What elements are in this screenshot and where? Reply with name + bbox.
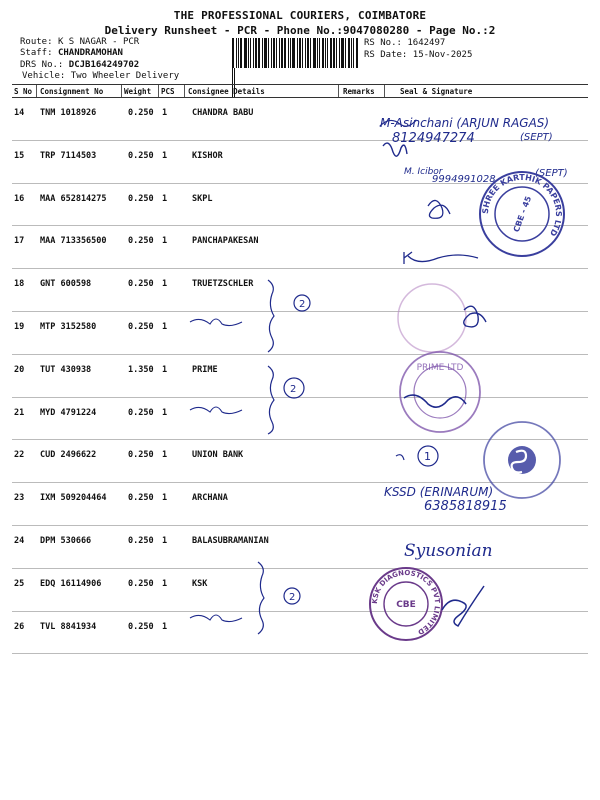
barcode-bar bbox=[288, 38, 289, 68]
row-consignment: EDQ 16114906 bbox=[40, 578, 102, 589]
row-sno: 14 bbox=[14, 108, 25, 118]
barcode-bar bbox=[345, 38, 346, 68]
row-pcs: 1 bbox=[162, 150, 168, 161]
barcode-bar bbox=[330, 38, 332, 68]
row-consignment: MAA 652814275 bbox=[40, 193, 107, 204]
row-sno: 22 bbox=[14, 450, 25, 461]
barcode-bar bbox=[279, 38, 280, 68]
row-weight: 0.250 bbox=[128, 578, 154, 589]
row-weight: 0.250 bbox=[128, 493, 154, 504]
staff-value: CHANDRAMOHAN bbox=[57, 48, 123, 58]
table-row bbox=[12, 398, 588, 441]
barcode-bar bbox=[297, 38, 298, 68]
row22-mark: 1 bbox=[424, 450, 431, 463]
table-row bbox=[12, 355, 588, 398]
row-consignment: TVL 8841934 bbox=[40, 621, 97, 632]
barcode-bar bbox=[284, 38, 286, 68]
table-row bbox=[12, 440, 588, 483]
vehicle-value: Two Wheeler Delivery bbox=[70, 71, 180, 81]
row-pcs: 1 bbox=[162, 108, 168, 118]
prime-stamp-text: PRIME LTD bbox=[416, 363, 464, 373]
row-sno: 18 bbox=[14, 279, 25, 290]
col-consignee: Consignee Details bbox=[188, 87, 265, 96]
delivery-table bbox=[12, 84, 588, 654]
staff-label: Staff: bbox=[20, 48, 53, 58]
row-consignment: MYD 4791224 bbox=[40, 407, 97, 418]
rs-date-value: 15-Nov-2025 bbox=[412, 50, 473, 60]
table-body bbox=[12, 98, 588, 654]
row-pcs: 1 bbox=[162, 450, 168, 461]
stamp-center-text: CBE - 45 bbox=[511, 195, 534, 234]
row-sno: 24 bbox=[14, 535, 25, 546]
row-pcs: 1 bbox=[162, 364, 168, 375]
row-sno: 25 bbox=[14, 578, 25, 589]
barcode-bar bbox=[268, 38, 269, 68]
barcode-bar bbox=[325, 38, 326, 68]
row-weight: 0.250 bbox=[128, 450, 154, 461]
row-weight: 0.250 bbox=[128, 407, 154, 418]
table-row bbox=[12, 612, 588, 655]
barcode-bar bbox=[351, 38, 352, 68]
col-consignment: Consignment No bbox=[40, 87, 104, 96]
col-sno: S No bbox=[14, 87, 33, 96]
barcode-bar bbox=[290, 38, 291, 68]
barcode-bar bbox=[348, 38, 350, 68]
group-mark: 2 bbox=[289, 592, 296, 603]
rs-no-label: RS No.: bbox=[364, 38, 402, 48]
header-divider bbox=[121, 85, 122, 97]
barcode-bar bbox=[281, 38, 283, 68]
row-pcs: 1 bbox=[162, 236, 168, 247]
row-consignment: IXM 509204464 bbox=[40, 493, 107, 504]
row15-handwritten-name: M. Icibor bbox=[404, 167, 443, 177]
drs-line bbox=[20, 60, 139, 70]
barcode-bar bbox=[313, 38, 316, 68]
staff-line bbox=[20, 48, 123, 58]
barcode-bar bbox=[333, 38, 335, 68]
barcode-bar bbox=[236, 38, 237, 68]
barcode-bar bbox=[255, 38, 257, 68]
barcode-bar bbox=[276, 38, 277, 68]
row-consignee: UNION BANK bbox=[192, 450, 244, 461]
barcode-bar bbox=[317, 38, 318, 68]
row14-handwritten-phone: 8124947274 bbox=[392, 131, 475, 146]
header-divider bbox=[384, 85, 385, 97]
barcode-bar bbox=[238, 38, 239, 68]
row-consignee: SKPL bbox=[192, 193, 213, 204]
barcode-bar bbox=[327, 38, 328, 68]
row-consignment: TUT 430938 bbox=[40, 364, 92, 375]
row-sno: 20 bbox=[14, 364, 25, 375]
barcode-bar bbox=[271, 38, 272, 68]
header-divider bbox=[158, 85, 159, 97]
table-row bbox=[12, 483, 588, 526]
barcode-bar bbox=[273, 38, 275, 68]
barcode-bar bbox=[299, 38, 301, 68]
barcode-bar bbox=[264, 38, 267, 68]
stamp-ring-text: KSK DIAGNOSTICS PVT LIMITED bbox=[370, 568, 442, 637]
row15-handwritten-phone: 9994991028 bbox=[432, 174, 496, 185]
col-remarks: Remarks bbox=[343, 87, 375, 96]
drs-label: DRS No.: bbox=[20, 60, 64, 70]
row-pcs: 1 bbox=[162, 321, 168, 332]
row-sno: 17 bbox=[14, 236, 25, 247]
row-consignment: DPM 530666 bbox=[40, 535, 92, 546]
group-mark: 2 bbox=[299, 299, 306, 310]
row-weight: 0.250 bbox=[128, 193, 154, 204]
barcode-bar bbox=[336, 38, 337, 68]
table-header bbox=[12, 84, 588, 98]
barcode-bar bbox=[353, 38, 354, 68]
row-weight: 0.250 bbox=[128, 150, 154, 161]
row-consignee: BALASUBRAMANIAN bbox=[192, 535, 269, 546]
col-seal: Seal & Signature bbox=[400, 87, 473, 96]
col-pcs: PCS bbox=[161, 87, 175, 96]
barcode-bar bbox=[258, 38, 260, 68]
barcode-bar bbox=[248, 38, 249, 68]
barcode-bar bbox=[305, 38, 306, 68]
row14-handwritten-name: M-Asinchani (ARJUN RAGAS) bbox=[380, 116, 550, 130]
row-weight: 0.250 bbox=[128, 108, 154, 118]
barcode-bar bbox=[292, 38, 295, 68]
row14-handwritten-note: (SEPT) bbox=[520, 132, 553, 143]
row-sno: 23 bbox=[14, 493, 25, 504]
barcode-bar bbox=[262, 38, 263, 68]
barcode-bar bbox=[232, 38, 234, 68]
drs-value: DCJB164249702 bbox=[68, 60, 140, 70]
row-sno: 15 bbox=[14, 150, 25, 161]
row-sno: 16 bbox=[14, 193, 25, 204]
rs-no-value: 1642497 bbox=[407, 38, 446, 48]
row-weight: 1.350 bbox=[128, 364, 154, 375]
table-row bbox=[12, 141, 588, 184]
vehicle-line bbox=[22, 71, 179, 81]
row-sno: 26 bbox=[14, 621, 25, 632]
row-pcs: 1 bbox=[162, 493, 168, 504]
row-consignment: GNT 600598 bbox=[40, 279, 92, 290]
row-weight: 0.250 bbox=[128, 236, 154, 247]
barcode-bar bbox=[322, 38, 324, 68]
row-pcs: 1 bbox=[162, 193, 168, 204]
barcode-bar bbox=[319, 38, 320, 68]
barcode-bar bbox=[244, 38, 247, 68]
row-pcs: 1 bbox=[162, 621, 168, 632]
row-weight: 0.250 bbox=[128, 621, 154, 632]
table-row bbox=[12, 226, 588, 269]
runsheet-title: Delivery Runsheet - PCR - Phone No.:9047080280 - Page No.:2 bbox=[104, 24, 496, 37]
vehicle-label: Vehicle: bbox=[22, 71, 66, 81]
barcode-bar bbox=[307, 38, 309, 68]
row-pcs: 1 bbox=[162, 279, 168, 290]
row-pcs: 1 bbox=[162, 407, 168, 418]
route-line bbox=[20, 37, 139, 47]
rs-no-line bbox=[364, 38, 445, 48]
header-divider bbox=[184, 85, 185, 97]
table-row bbox=[12, 269, 588, 312]
row-consignee: PRIME bbox=[192, 364, 218, 375]
table-row bbox=[12, 98, 588, 141]
col-weight: Weight bbox=[124, 87, 152, 96]
row-weight: 0.250 bbox=[128, 321, 154, 332]
route-value: K S NAGAR - PCR bbox=[57, 37, 140, 47]
row15-handwritten-note: (SEPT) bbox=[535, 168, 568, 179]
row-consignment: TRP 7114503 bbox=[40, 150, 97, 161]
row-pcs: 1 bbox=[162, 578, 168, 589]
row-sno: 19 bbox=[14, 321, 25, 332]
barcode-bar bbox=[253, 38, 254, 68]
barcode-bar bbox=[240, 38, 242, 68]
barcode-bar bbox=[250, 38, 251, 68]
row-sno: 21 bbox=[14, 407, 25, 418]
header-divider bbox=[36, 85, 37, 97]
row-consignment: MAA 713356500 bbox=[40, 236, 107, 247]
group-mark: 2 bbox=[290, 384, 297, 395]
barcode bbox=[232, 38, 360, 68]
row24-handwritten-name: Syusonian bbox=[404, 541, 493, 561]
barcode-bar bbox=[356, 38, 358, 68]
header-divider bbox=[338, 85, 339, 97]
route-label: Route: bbox=[20, 37, 53, 47]
table-row bbox=[12, 569, 588, 612]
row-consignee: TRUETZSCHLER bbox=[192, 279, 254, 290]
barcode-bar bbox=[341, 38, 344, 68]
row-consignment: CUD 2496622 bbox=[40, 450, 97, 461]
row-consignee: KSK bbox=[192, 578, 208, 589]
row-consignment: TNM 1018926 bbox=[40, 108, 97, 118]
row23-handwritten-name: KSSD (ERINARUM) bbox=[384, 485, 494, 499]
row-weight: 0.250 bbox=[128, 535, 154, 546]
rs-date-line bbox=[364, 50, 472, 60]
stamp-center-text: CBE bbox=[396, 600, 416, 610]
row-consignee: CHANDRA BABU bbox=[192, 108, 254, 118]
table-row bbox=[12, 526, 588, 569]
row-pcs: 1 bbox=[162, 535, 168, 546]
barcode-bar bbox=[302, 38, 303, 68]
stamp-ring-text: SHREE KARTHIK PAPERS LTD bbox=[480, 172, 564, 238]
row-consignment: MTP 3152580 bbox=[40, 321, 97, 332]
table-row bbox=[12, 184, 588, 227]
barcode-bar bbox=[310, 38, 311, 68]
row-consignee: KISHOR bbox=[192, 150, 223, 161]
table-row bbox=[12, 312, 588, 355]
row-weight: 0.250 bbox=[128, 279, 154, 290]
barcode-bar bbox=[339, 38, 340, 68]
company-name: THE PROFESSIONAL COURIERS, COIMBATORE bbox=[173, 9, 427, 22]
row-consignee: ARCHANA bbox=[192, 493, 228, 504]
rs-date-label: RS Date: bbox=[364, 50, 408, 60]
row23-handwritten-phone: 6385818915 bbox=[424, 499, 507, 514]
row-consignee: PANCHAPAKESAN bbox=[192, 236, 259, 247]
